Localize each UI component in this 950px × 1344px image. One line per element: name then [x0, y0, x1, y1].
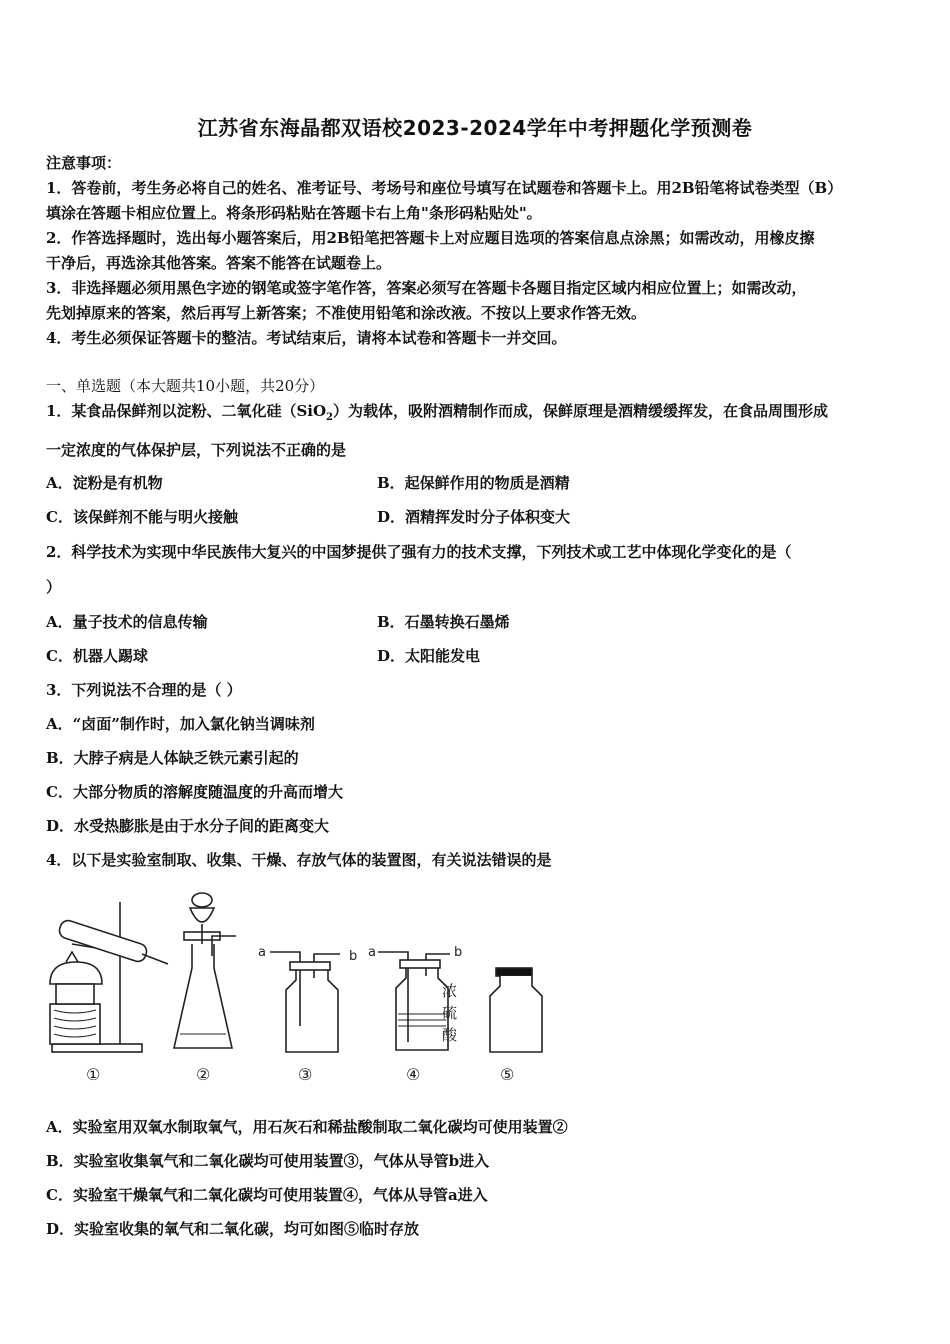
apparatus-5-storage [490, 968, 542, 1052]
notice-line: 2．作答选择题时，选出每小题答案后，用2B铅笔把答题卡上对应题目选项的答案信息点涂黑；如需改动，用橡皮擦 [46, 229, 815, 247]
section-heading: 一、单选题（本大题共10小题，共20分） [46, 377, 325, 395]
q1-option-c: C．该保鲜剂不能与明火接触 [46, 508, 238, 526]
q2-stem: 2．科学技术为实现中华民族伟大复兴的中国梦提供了强有力的技术支撑，下列技术或工艺中体现化学变化的是（ [46, 543, 792, 561]
q1-stem-part1: 1．某食品保鲜剂以淀粉、二氧化硅（SiO [46, 402, 327, 420]
notice-heading: 注意事项： [46, 154, 122, 172]
q3-option-c: C．大部分物质的溶解度随温度的升高而增大 [46, 783, 343, 801]
q4-option-b: B．实验室收集氧气和二氧化碳均可使用装置③，气体从导管b进入 [46, 1152, 490, 1170]
q1-stem-cont: 一定浓度的气体保护层，下列说法不正确的是 [46, 441, 347, 459]
label-5: ⑤ [500, 1065, 515, 1084]
q1-stem-part2: ）为载体，吸附酒精制作而成，保鲜原理是酒精缓缓挥发，在食品周围形成 [333, 402, 829, 420]
tube-a-label-4: a [368, 945, 376, 960]
label-2: ② [196, 1065, 211, 1084]
acid-char-2: 硫 [442, 1004, 458, 1022]
apparatus-figure [44, 884, 564, 1089]
apparatus-2-flask [174, 893, 236, 1048]
notice-line: 4．考生必须保证答题卡的整洁。考试结束后，请将本试卷和答题卡一并交回。 [46, 329, 567, 347]
q1-subscript: 2 [326, 412, 334, 423]
notice-line: 填涂在答题卡相应位置上。将条形码粘贴在答题卡右上角"条形码粘贴处"。 [46, 204, 542, 222]
q2-option-d: D．太阳能发电 [377, 647, 481, 665]
apparatus-3-bottle [258, 945, 357, 1052]
q3-option-b: B．大脖子病是人体缺乏铁元素引起的 [46, 749, 299, 767]
q4-option-a: A．实验室用双氧水制取氧气，用石灰石和稀盐酸制取二氧化碳均可使用装置② [46, 1118, 568, 1136]
q2-option-b: B．石墨转换石墨烯 [377, 613, 510, 631]
q4-option-c: C．实验室干燥氧气和二氧化碳均可使用装置④，气体从导管a进入 [46, 1186, 488, 1204]
q3-option-d: D．水受热膨胀是由于水分子间的距离变大 [46, 817, 330, 835]
q2-option-c: C．机器人踢球 [46, 647, 148, 665]
q4-option-d: D．实验室收集的氧气和二氧化碳，均可如图⑤临时存放 [46, 1220, 420, 1238]
apparatus-4-drying [368, 945, 462, 1050]
acid-char-1: 浓 [442, 982, 458, 1000]
q1-option-b: B．起保鲜作用的物质是酒精 [377, 474, 570, 492]
notice-line: 3．非选择题必须用黑色字迹的钢笔或签字笔作答，答案必须写在答题卡各题目指定区域内相应位置上；如需改动， [46, 279, 807, 297]
label-3: ③ [298, 1065, 313, 1084]
notice-line: 干净后，再选涂其他答案。答案不能答在试题卷上。 [46, 254, 392, 272]
notice-line: 1．答卷前，考生务必将自己的姓名、准考证号、考场号和座位号填写在试题卷和答题卡上。用2B铅笔将试卷类型（B） [46, 179, 843, 197]
acid-char-3: 酸 [442, 1026, 458, 1044]
q4-stem: 4．以下是实验室制取、收集、干燥、存放气体的装置图，有关说法错误的是 [46, 851, 552, 869]
apparatus-1-heating [50, 902, 168, 1052]
q3-stem: 3．下列说法不合理的是（ ） [46, 681, 242, 699]
q2-stem-cont: ） [46, 578, 62, 596]
q2-option-a: A．量子技术的信息传输 [46, 613, 208, 631]
q1-option-d: D．酒精挥发时分子体积变大 [377, 508, 571, 526]
q1-stem [46, 401, 828, 428]
q1-option-a: A．淀粉是有机物 [46, 474, 163, 492]
page-title: 江苏省东海晶都双语校2023-2024学年中考押题化学预测卷 [197, 116, 753, 140]
tube-a-label-3: a [258, 945, 266, 960]
tube-b-label-3: b [349, 949, 358, 964]
q3-option-a: A．“卤面”制作时，加入氯化钠当调味剂 [46, 715, 315, 733]
label-4: ④ [406, 1065, 421, 1084]
tube-b-label-4: b [454, 945, 463, 960]
label-1: ① [86, 1065, 101, 1084]
notice-line: 先划掉原来的答案，然后再写上新答案；不准使用铅笔和涂改液。不按以上要求作答无效。 [46, 304, 647, 322]
